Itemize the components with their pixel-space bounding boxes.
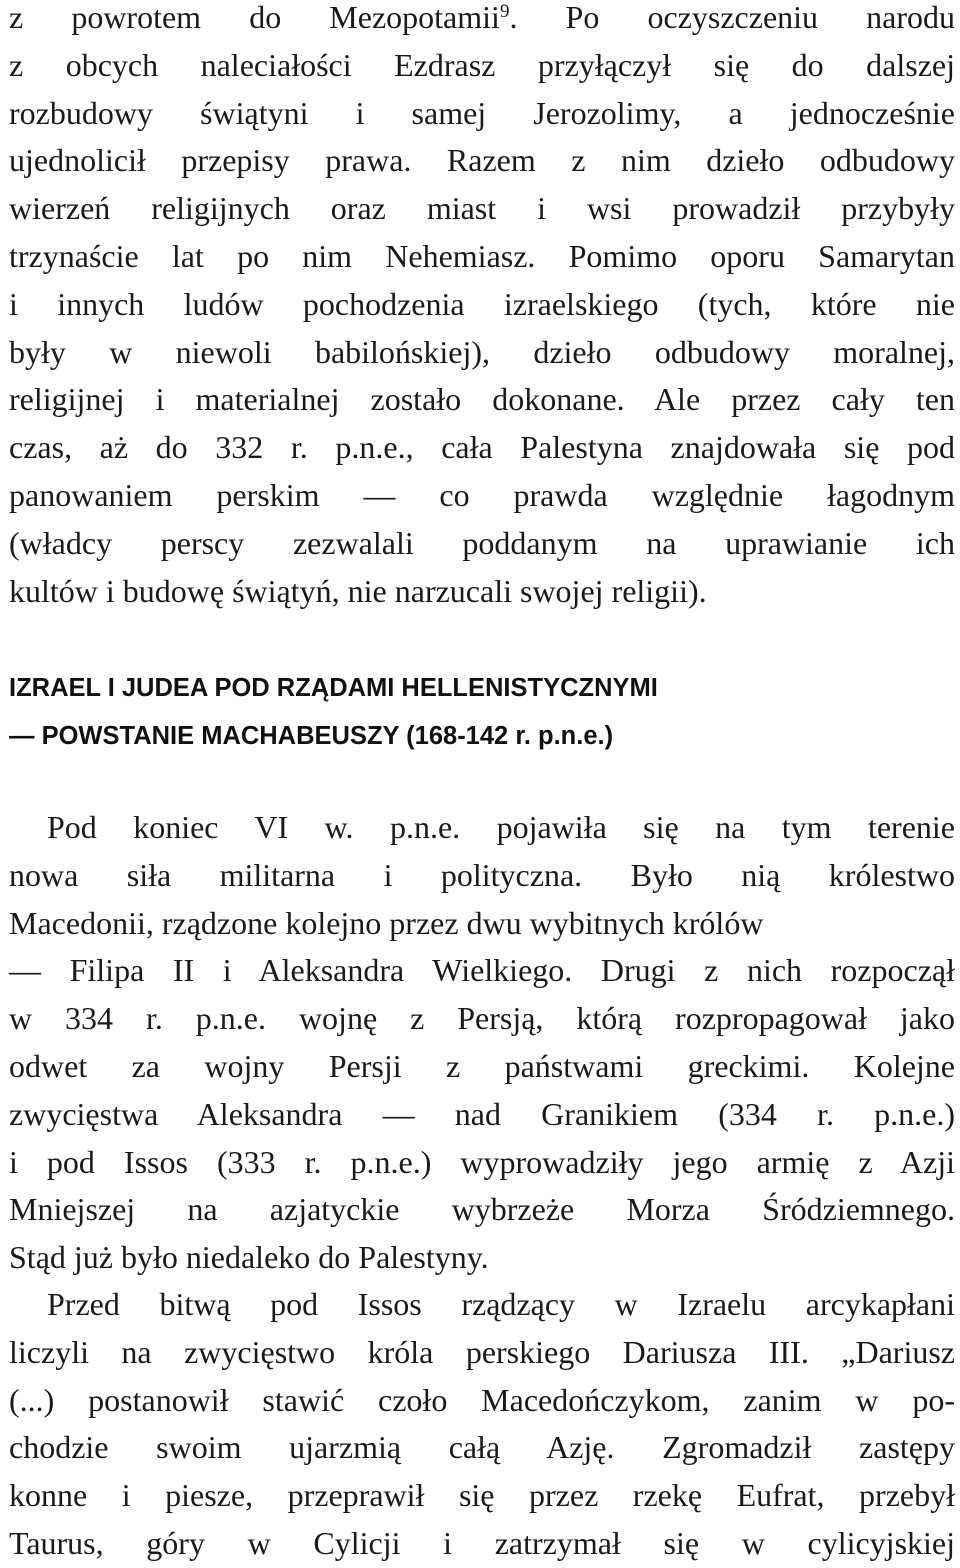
paragraph-3: [9, 1281, 955, 1568]
text-line: Przed bitwą pod Issos rządzący w Izraelu arcykapłani: [47, 1286, 955, 1322]
text-line: — Filipa II i Aleksandra Wielkiego. Drugi z nich rozpoczął: [9, 952, 955, 989]
text-line: Mniejszej na azjatyckie wybrzeże Morza Śródziemnego.: [9, 1191, 955, 1228]
text-line: kultów i budowę świątyń, nie narzucali swojej religii).: [9, 572, 707, 609]
text-line: panowaniem perskim — co prawda względnie łagodnym: [9, 476, 955, 513]
text-line: były w niewoli babilońskiej), dzieło odbudowy moralnej,: [9, 333, 955, 370]
heading-line-1: IZRAEL I JUDEA POD RZĄDAMI HELLENISTYCZNYMI: [9, 674, 658, 702]
text-line: Taurus, góry w Cylicji i zatrzymał się w cylicyjskiej: [9, 1524, 955, 1561]
text-line: (...) postanowił stawić czoło Macedończykom, zanim w po-: [9, 1381, 955, 1418]
text-line: liczyli na zwycięstwo króla perskiego Dariusza III. „Dariusz: [9, 1333, 955, 1370]
footnote-ref[interactable]: 9: [499, 1, 510, 22]
text-line: wierzeń religijnych oraz miast i wsi prowadził przybyły: [9, 190, 955, 227]
heading-line-2: — POWSTANIE MACHABEUSZY (168-142 r. p.n.e.): [9, 722, 614, 750]
text-line: czas, aż do 332 r. p.n.e., cała Palestyna znajdowała się pod: [9, 429, 955, 466]
text-line: Stąd już było niedaleko do Palestyny.: [9, 1239, 489, 1276]
text-line: chodzie swoim ujarzmią całą Azję. Zgromadził zastępy: [9, 1429, 955, 1466]
paragraph-1: [9, 0, 955, 615]
text-line: rozbudowy świątyni i samej Jerozolimy, a jednocześnie: [9, 94, 955, 131]
text-line: konne i piesze, przeprawił się przez rzekę Eufrat, przebył: [9, 1477, 955, 1514]
text-line: (władcy perscy zezwalali poddanym na uprawianie ich: [9, 524, 955, 561]
text-line: zwycięstwa Aleksandra — nad Granikiem (334 r. p.n.e.): [9, 1095, 955, 1132]
text-line: odwet za wojny Persji z państwami greckimi. Kolejne: [9, 1047, 955, 1084]
text-line: i innych ludów pochodzenia izraelskiego (tych, które nie: [9, 285, 955, 322]
paragraph-2: [9, 804, 955, 1282]
text-line: ujednolicił przepisy prawa. Razem z nim dzieło odbudowy: [9, 142, 955, 179]
section-heading: [9, 664, 955, 760]
text-line: Macedonii, rządzone kolejno przez dwu wybitnych królów: [9, 904, 764, 941]
text-line: Pod koniec VI w. p.n.e. pojawiła się na tym terenie: [47, 809, 955, 845]
text-line: w 334 r. p.n.e. wojnę z Persją, którą rozpropagował jako: [9, 1000, 955, 1037]
text-span: . Po oczyszczeniu narodu: [509, 0, 956, 35]
text-line: trzynaście lat po nim Nehemiasz. Pomimo oporu Samarytan: [9, 237, 955, 274]
text-line: i pod Issos (333 r. p.n.e.) wyprowadziły jego armię z Azji: [9, 1143, 955, 1180]
text-span: z powrotem do Mezopotamii: [9, 0, 500, 35]
text-line: z obcych naleciałości Ezdrasz przyłączył się do dalszej: [9, 46, 955, 83]
text-line: nowa siła militarna i polityczna. Było nią królestwo: [9, 856, 955, 893]
text-line: religijnej i materialnej zostało dokonane. Ale przez cały ten: [9, 381, 955, 418]
text-line: [9, 0, 955, 42]
